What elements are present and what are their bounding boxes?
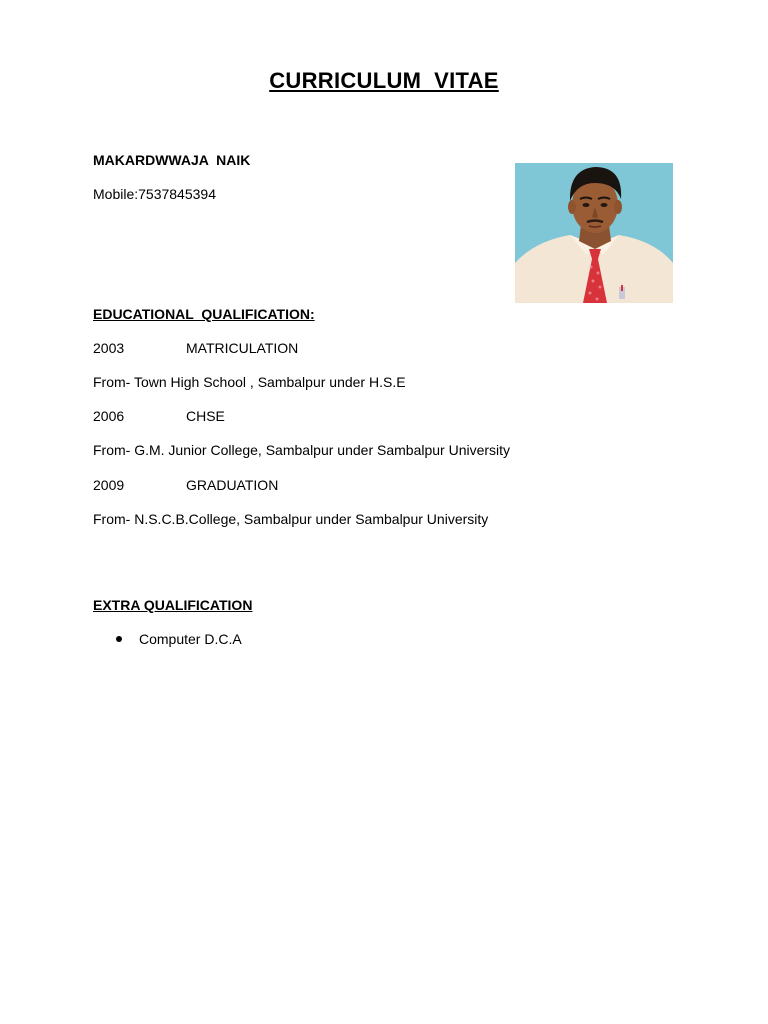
education-institution: From- N.S.C.B.College, Sambalpur under Sambalpur University (93, 511, 489, 527)
education-year: 2006 (93, 408, 125, 424)
mobile-number: Mobile:7537845394 (93, 186, 216, 202)
education-level: CHSE (186, 408, 225, 424)
bullet-icon (116, 636, 122, 642)
document-title: CURRICULUM VITAE (269, 68, 499, 93)
extra-qualification-item: Computer D.C.A (139, 631, 242, 647)
education-year: 2009 (93, 477, 125, 493)
extra-qualification-heading: EXTRA QUALIFICATION (93, 597, 253, 613)
education-heading: EDUCATIONAL QUALIFICATION: (93, 306, 315, 322)
education-institution: From- G.M. Junior College, Sambalpur under Sambalpur University (93, 442, 511, 458)
education-year: 2003 (93, 340, 125, 356)
candidate-photo (515, 163, 673, 303)
education-level: GRADUATION (186, 477, 279, 493)
education-level: MATRICULATION (186, 340, 299, 356)
candidate-name: MAKARDWWAJA NAIK (93, 152, 251, 168)
education-institution: From- Town High School , Sambalpur under H.S.E (93, 374, 406, 390)
portrait-illustration (515, 163, 673, 303)
